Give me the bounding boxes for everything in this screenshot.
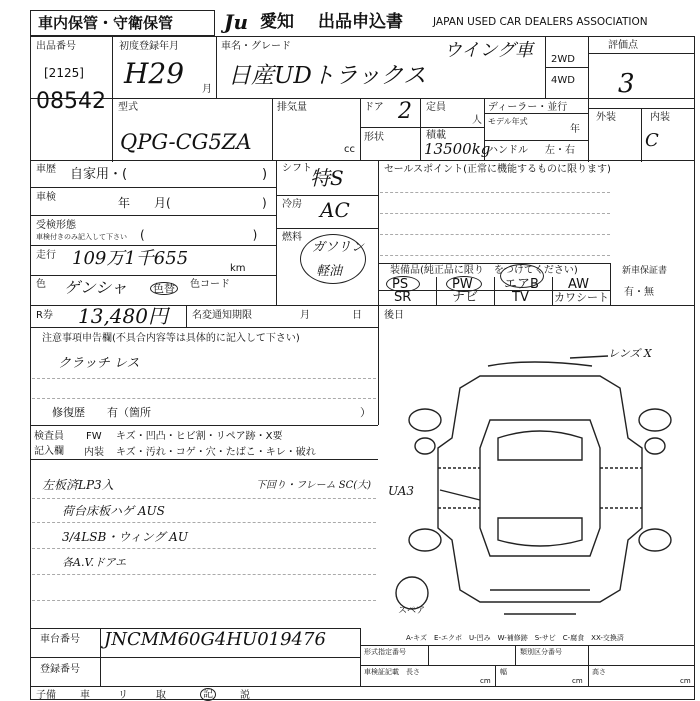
equip-circle-airbag <box>500 264 544 288</box>
vehicle-name: 日産UDトラックス <box>228 63 427 89</box>
lot-number: 08542 <box>36 89 106 114</box>
footer-cell-3: リ <box>118 690 128 701</box>
equip-sr: SR <box>394 290 412 305</box>
year-unit: 年 <box>570 124 580 135</box>
footer-cell-5: 記 <box>200 688 216 701</box>
ac-value: AC <box>320 198 350 222</box>
warranty-options: 有・無 <box>624 287 654 298</box>
interior-grade: C <box>645 130 659 151</box>
handle-options: 左・右 <box>545 145 575 156</box>
inspector-label-2: 記入欄 <box>34 446 64 457</box>
notes-label: 注意事項申告欄(不具合内容等は具体的に記入して下さい) <box>42 333 300 344</box>
inspector-frame-note: 下回り・フレーム SC(大) <box>256 480 372 491</box>
handle-label: ハンドル <box>488 145 528 156</box>
recycle-label: R券 <box>36 310 53 321</box>
history-paren: ) <box>262 167 268 182</box>
chassis-label: 車台番号 <box>40 634 80 645</box>
equip-leather: カワシート <box>554 291 609 304</box>
person-unit: 人 <box>472 115 482 126</box>
repair-history-label: 修復歴 有（箇所 <box>52 406 151 419</box>
inspection-paren: ) <box>262 196 267 210</box>
doors-label: ドア <box>364 102 384 113</box>
load-label: 積載 <box>426 130 446 141</box>
mileage-unit: km <box>230 263 246 274</box>
evaluation-label: 評価点 <box>608 40 638 51</box>
inspector-note-1: 左板済LP3入 <box>42 478 114 492</box>
acceptance-label: 受検形態 <box>36 220 76 231</box>
footer-cell-4: 取 <box>156 690 166 701</box>
acceptance-paren: ( ) <box>140 228 258 242</box>
load-value: 13500kg <box>424 140 491 158</box>
sales-point-label: セールスポイント(正常に機能するものに限ります) <box>384 164 611 175</box>
vehicle-grade: ウイング車 <box>444 40 534 61</box>
footer-cell-2: 車 <box>80 690 90 701</box>
equip-pw: PW <box>452 277 473 292</box>
type-number-label: 形式指定番号 <box>364 648 406 656</box>
notes-line1: クラッチ レス <box>58 356 140 371</box>
color-label: 色 <box>36 279 46 290</box>
fuel-gasoline: ガソリン <box>312 240 365 255</box>
org-name: 愛知 <box>260 12 294 32</box>
height-unit: cm <box>680 677 691 685</box>
displacement-label: 排気量 <box>277 102 307 113</box>
lot-number-label: 出品番号 <box>36 41 76 52</box>
inspector-interior-items: キズ・汚れ・コゲ・穴・たばこ・キレ・破れ <box>116 447 316 458</box>
equip-airbag: エアB <box>504 277 539 292</box>
shape-label: 形状 <box>364 132 384 143</box>
inspector-fw-items: キズ・凹凸・ヒビ割・リペア跡・X要 <box>116 431 283 442</box>
repair-history-close: ） <box>360 406 371 419</box>
registration-number-label: 登録番号 <box>40 664 80 675</box>
history-value: 自家用・( <box>70 167 128 182</box>
length-unit: cm <box>480 677 491 685</box>
registration-era-year: H29 <box>124 57 185 90</box>
damage-legend: A-キズ E-エクボ U-凹み W-補修跡 S-サビ C-腐食 XX-交換済 <box>406 634 624 642</box>
category-number-label: 類別区分番号 <box>520 648 562 656</box>
equipment-label: 装備品(純正品に限り をつけてください) <box>390 265 578 276</box>
inspector-note-2: 荷台床板ハゲ AUS <box>62 504 165 518</box>
color-value: ゲンシャ <box>64 278 127 297</box>
inspector-note-3: 3/4LSB・ウィング AU <box>62 530 188 544</box>
recycle-value: 13,480円 <box>78 304 168 328</box>
shift-label: シフト <box>282 163 312 174</box>
car-diagram <box>380 328 694 628</box>
fuel-label: 燃料 <box>282 232 302 243</box>
side-damage-note: UA3 <box>388 484 415 498</box>
model-code: QPG-CG5ZA <box>120 130 252 154</box>
equip-tv: TV <box>512 290 529 305</box>
evaluation-score: 3 <box>618 69 635 99</box>
spare-label: スペア <box>398 606 426 616</box>
shift-value: 特S <box>310 166 344 190</box>
inspector-interior-label: 内装 <box>84 447 104 458</box>
interior-label: 内装 <box>650 112 670 123</box>
equip-circle-pw <box>446 276 482 292</box>
association-name: JAPAN USED CAR DEALERS ASSOCIATION <box>433 16 648 28</box>
registration-label: 初度登録年月 <box>119 41 179 52</box>
warranty-label: 新車保証書 <box>622 266 668 276</box>
notice-month: 月 <box>300 310 310 321</box>
fuel-circle <box>300 234 366 284</box>
equip-aw: AW <box>568 277 590 292</box>
height-label: 高さ <box>592 668 606 676</box>
drive-2wd: 2WD <box>551 54 575 65</box>
width-label: 幅 <box>500 668 507 676</box>
doors-value: 2 <box>398 99 412 124</box>
inspection-label: 車検 <box>36 192 56 203</box>
width-unit: cm <box>572 677 583 685</box>
acceptance-note: 車検付きのみ記入して下さい <box>36 233 127 241</box>
vehicle-name-label: 車名・グレード <box>221 41 291 52</box>
model-year-label: モデル年式 <box>488 117 528 126</box>
color-change-mark: 色替 <box>150 282 178 295</box>
drive-4wd: 4WD <box>551 75 575 86</box>
inspection-value: 年 月( <box>118 196 171 210</box>
form-title: 出品申込書 <box>318 12 403 32</box>
dealer-label: ディーラー・並行 <box>488 102 568 113</box>
cert-mgmt-label: 車検証記載 <box>364 668 399 676</box>
storage-label: 車内保管・守衛保管 <box>38 14 174 32</box>
mileage-label: 走行 <box>36 250 56 261</box>
footer-cell-6: 説 <box>240 690 250 701</box>
registration-month-unit: 月 <box>202 84 212 95</box>
later-label: 後日 <box>384 310 404 321</box>
lot-bracket-code: [2125] <box>44 66 84 80</box>
equip-ps: PS <box>392 277 409 292</box>
footer-cell-1: 子備 <box>36 690 56 701</box>
cc-unit: cc <box>344 144 355 155</box>
equip-navi: ナビ <box>452 290 479 305</box>
history-label: 車歴 <box>36 164 56 175</box>
inspector-fw-label: FW <box>86 431 102 442</box>
inspector-note-4: 各A.V.ドアエ <box>62 556 127 569</box>
color-code-label: 色コード <box>190 279 230 290</box>
notice-day: 日 <box>352 310 362 321</box>
chassis-number: JNCMM60G4HU019476 <box>104 629 326 650</box>
fuel-diesel: 軽油 <box>316 264 343 279</box>
ju-logo: Ju <box>224 10 249 34</box>
mileage-value: 109万1千655 <box>72 248 189 269</box>
length-label: 長さ <box>406 668 420 676</box>
model-label: 型式 <box>118 102 138 113</box>
inspector-label-1: 検査員 <box>34 431 64 442</box>
ac-label: 冷房 <box>282 199 302 210</box>
capacity-label: 定員 <box>426 102 446 113</box>
notice-label: 名変通知期限 <box>192 310 252 321</box>
equip-circle-ps <box>386 276 420 292</box>
windshield-note: レンズ X <box>608 347 652 360</box>
exterior-label: 外装 <box>596 112 616 123</box>
